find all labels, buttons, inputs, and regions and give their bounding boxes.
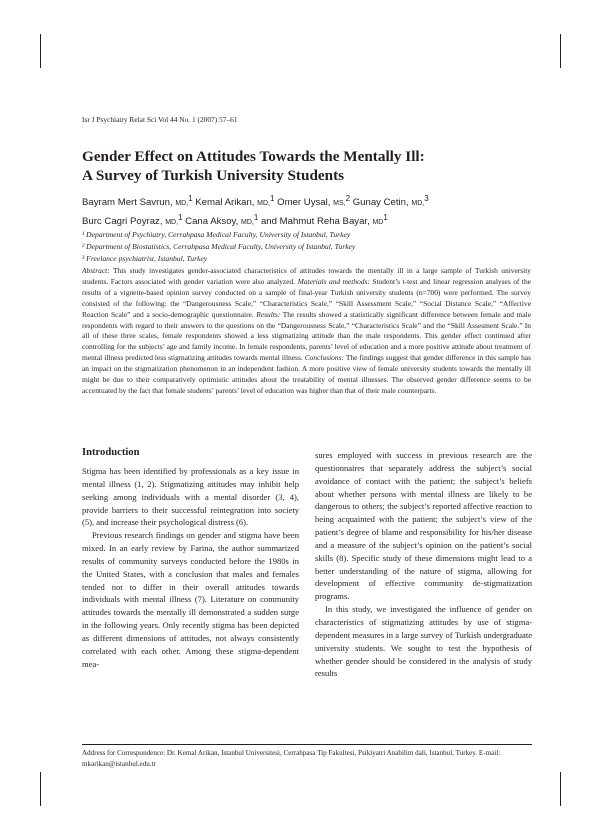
author-affil-mark: 1 (253, 213, 259, 223)
conclusions-label: Conclusions: (304, 353, 344, 363)
author-degree: MD, (165, 219, 179, 227)
abstract-label: Abstract: (82, 266, 110, 275)
paragraph: Previous research findings on gender and stigma have been mixed. In an early review by Farina, the author summarized results of community surveys conducted before the 1980s in the United States, with a conclusion that males and females tended not to differ in their overall attitudes towards individuals with mental illness (7). Literature on community attitudes towards the mentally ill demonstrated a sudden surge in the following years. Only recently stigma has been depicted as different dimensions of attitudes, not always consistently correlated with each other. Among these stigma-dependent mea- (82, 530, 299, 669)
author-degree: MD, (240, 219, 254, 227)
affiliations (82, 229, 532, 265)
author-degree: MD (372, 219, 384, 227)
author-degree: MD, (175, 200, 189, 208)
author-degree: MS, (333, 200, 346, 208)
methods-text: Student’s t-test and linear regression analyses of the results of a vignette-based opinion survey conducted on a sample of final-year Turkish university students (n=700) were performed. The survey consisted of the following: the “Dangerousness Scale,” “Characteristics Scale,” “Skill Assessment Scale,” “Social Distance Scale,” “Affective Reaction Scale” and a socio-demographic questionnaire. (82, 276, 531, 319)
title-line-2: A Survey of Turkish University Students (82, 167, 345, 184)
affiliation-2: ² Department of Biostatistics, Cerrahpasa Medical Faculty, University of Istanbul, Turkey (82, 242, 356, 251)
author-name: Burc Cagri Poyraz, (82, 216, 163, 228)
author-affil-mark: 3 (424, 194, 429, 203)
author-name: Cana Aksoy, (185, 216, 239, 228)
paragraph: In this study, we investigated the influence of gender on characteristics of stigmatizing attitudes by use of stigma-dependent measures in a large survey of Turkish undergraduate university students. We sought to test the hypothesis of whether gender should be considered in the analysis of study results (315, 604, 532, 679)
crop-mark-top-left (40, 34, 41, 68)
author-affil-mark: 2 (345, 194, 351, 203)
abstract-text: This study investigates gender-associated characteristics of attitudes towards the mentally ill in a large sample of Turkish university students. Factors associated with gender variation were also analyzed. (82, 266, 531, 286)
author-connector: and (260, 216, 277, 228)
author-affil-mark: 1 (188, 194, 193, 203)
author-name: Omer Uysal, (277, 197, 331, 209)
methods-label: Materials and methods: (297, 276, 370, 286)
author-name: Mahmut Reha Bayar, (279, 216, 370, 228)
conclusions-text: The findings suggest that gender difference in this sample has an impact on the stigmatization phenomenon in an independent fashion. A more positive view of female university students towards the mentally ill might be due to their comparatively optimistic attitudes about the treatability of mental illnesses. The observed gender difference seems to be accentuated by the fact that female students’ parents’ level of education was higher than that of their male counterparts. (82, 353, 531, 395)
abstract (82, 266, 531, 397)
correspondence-footnote: Address for Correspondence: Dr. Kemal Arikan, Istanbul Universitesi, Cerrahpasa Tip Fakultesi, Psikiyatri Anabilim dali, Istanbul, Turkey. E-mail: mkarikan@istanbul.edu.tr (82, 749, 501, 768)
author-name: Bayram Mert Savrun, (82, 197, 173, 209)
author-affil-mark: 1 (270, 194, 275, 203)
author-name: Gunay Cetin, (352, 197, 409, 209)
author-name: Kemal Arikan, (195, 197, 255, 209)
affiliation-3: ³ Freelance psychiatrist, Istanbul, Turkey (82, 254, 208, 263)
results-label: Results: (256, 309, 281, 319)
author-degree: MD, (411, 200, 425, 208)
section-heading-introduction: Introduction (82, 447, 140, 458)
article-title (82, 147, 532, 185)
crop-mark-top-right (560, 34, 561, 68)
crop-mark-bottom-left (40, 772, 41, 806)
paragraph: Stigma has been identified by professionals as a key issue in mental illness (1, 2). Stigmatizing attitudes may inhibit help seeking among individuals with a mental disorder (3, 4), provide barriers to their successful reintegration into society (5), and increase their psychological distress (6). (82, 466, 299, 528)
body-column-right (315, 449, 532, 680)
results-text: The results showed a statistically significant difference between female and male respondents with regard to their answers to the questions on the “Dangerousness Scale,” “Characteristics Scale” and the “Skill Assesment Scale.” In all of these three scales, female respondents showed a less stigmatizing attitude than the male respondents. This gender effect continued after controlling for the subjects’ age and family income. In female respondents, parents’ level of education and a more positive attitude about treatment of mental illness predicted less stigmatizing attitudes towards mental illness. (82, 309, 531, 363)
title-line-1: Gender Effect on Attitudes Towards the Mentally Ill: (82, 148, 425, 165)
affiliation-1: ¹ Department of Psychiatry, Cerrahpasa Medical Faculty, University of Istanbul, Turkey (82, 230, 351, 239)
author-affil-mark: 1 (383, 213, 388, 223)
author-list (82, 192, 532, 230)
footnote-divider (82, 744, 532, 745)
body-column-left (82, 465, 299, 671)
journal-header: Isr J Psychiatry Relat Sci Vol 44 No. 1 (2007) 57–61 (82, 115, 238, 124)
author-degree: MD, (257, 200, 270, 208)
author-affil-mark: 1 (178, 213, 183, 223)
crop-mark-bottom-right (560, 772, 561, 806)
paragraph: sures employed with success in previous research are the questionnaires that separately address the subject’s social avoidance of contact with the patient; the subject’s beliefs about whether persons with mental illness are likely to be dangerous to others; the subject’s reported affective reaction to being acquainted with the patient; the subject’s view of the patient’s degree of blame and responsibility for his/her disease and a measure of the subject’s opinion on the patient’s social skills (8). Specific study of these dimensions might lead to a better understanding of the nature of stigma, allowing for development of effective community de-stigmatization programs. (315, 450, 532, 602)
